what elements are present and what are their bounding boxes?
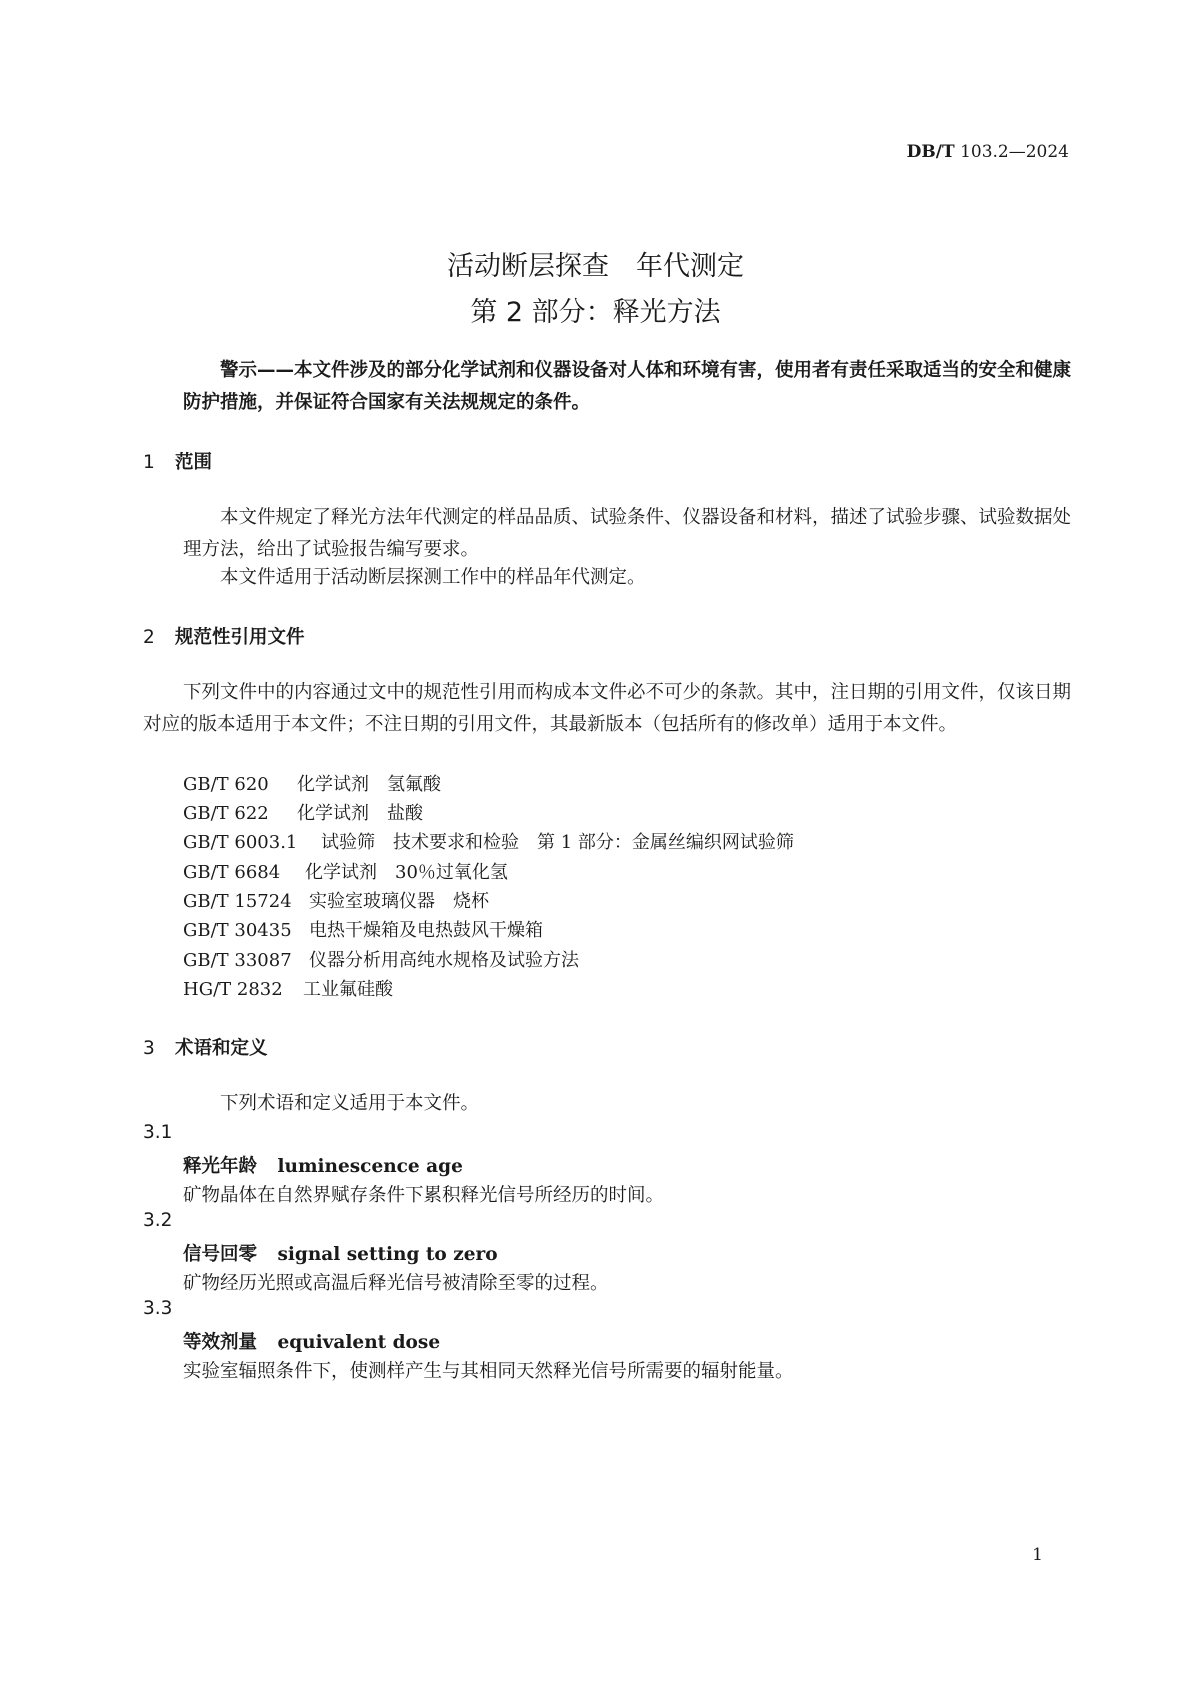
reference-title: 化学试剂 30％过氧化氢 bbox=[305, 862, 508, 883]
section-3-title: 术语和定义 bbox=[175, 1038, 268, 1059]
section-3-number: 3 bbox=[143, 1038, 155, 1059]
term-heading bbox=[183, 1152, 463, 1178]
section-2-intro: 下列文件中的内容通过文中的规范性引用而构成本文件必不可少的条款。其中，注日期的引用文件，仅该日期对应的版本适用于本文件；不注日期的引用文件，其最新版本（包括所有的修改单）适用于本文件。 bbox=[143, 682, 1072, 735]
document-title-line2: 第 2 部分：释光方法 bbox=[470, 297, 721, 328]
term-english-name: signal setting to zero bbox=[277, 1244, 498, 1265]
document-number bbox=[907, 142, 1069, 162]
reference-code: GB/T 622 bbox=[183, 803, 269, 824]
reference-title: 实验室玻璃仪器 烧杯 bbox=[309, 891, 489, 912]
section-1-number: 1 bbox=[143, 452, 155, 473]
reference-title: 试验筛 技术要求和检验 第 1 部分：金属丝编织网试验筛 bbox=[321, 832, 794, 853]
reference-item bbox=[183, 770, 441, 796]
warning-paragraph: 警示——本文件涉及的部分化学试剂和仪器设备对人体和环境有害，使用者有责任采取适当的安全和健康防护措施，并保证符合国家有关法规规定的条件。 bbox=[183, 360, 1072, 413]
section-1-paragraph-2: 本文件适用于活动断层探测工作中的样品年代测定。 bbox=[220, 567, 646, 588]
term-chinese-name: 释光年龄 bbox=[183, 1156, 258, 1177]
term-number: 3.2 bbox=[143, 1210, 173, 1231]
term-number: 3.3 bbox=[143, 1298, 173, 1319]
term-number: 3.1 bbox=[143, 1122, 173, 1143]
section-2-number: 2 bbox=[143, 627, 155, 648]
section-1-heading bbox=[143, 448, 212, 474]
reference-code: GB/T 6003.1 bbox=[183, 832, 298, 853]
reference-code: GB/T 33087 bbox=[183, 950, 292, 971]
term-definition: 实验室辐照条件下，使测样产生与其相同天然释光信号所需要的辐射能量。 bbox=[183, 1361, 794, 1382]
section-2-heading bbox=[143, 623, 305, 649]
reference-item bbox=[183, 828, 794, 854]
reference-item bbox=[183, 858, 508, 884]
reference-item bbox=[183, 887, 489, 913]
section-1-paragraph-1: 本文件规定了释光方法年代测定的样品品质、试验条件、仪器设备和材料，描述了试验步骤、试验数据处理方法，给出了试验报告编写要求。 bbox=[183, 507, 1072, 560]
document-title-line1: 活动断层探查 年代测定 bbox=[447, 251, 744, 282]
document-prefix: DB/T bbox=[906, 142, 955, 162]
section-1-title: 范围 bbox=[175, 452, 213, 473]
term-heading bbox=[183, 1328, 440, 1354]
reference-title: 化学试剂 盐酸 bbox=[297, 803, 423, 824]
reference-item bbox=[183, 916, 543, 942]
reference-item bbox=[183, 946, 579, 972]
reference-code: GB/T 15724 bbox=[183, 891, 292, 912]
section-2-title: 规范性引用文件 bbox=[175, 627, 305, 648]
document-number-value: 103.2—2024 bbox=[960, 142, 1069, 162]
reference-code: GB/T 6684 bbox=[183, 862, 281, 883]
section-3-heading bbox=[143, 1034, 268, 1060]
reference-item bbox=[183, 799, 423, 825]
term-definition: 矿物晶体在自然界赋存条件下累积释光信号所经历的时间。 bbox=[183, 1185, 665, 1206]
reference-title: 仪器分析用高纯水规格及试验方法 bbox=[309, 950, 579, 971]
reference-title: 工业氟硅酸 bbox=[303, 979, 393, 1000]
term-english-name: equivalent dose bbox=[277, 1332, 441, 1353]
term-english-name: luminescence age bbox=[277, 1156, 463, 1177]
term-heading bbox=[183, 1240, 498, 1266]
term-definition: 矿物经历光照或高温后释光信号被清除至零的过程。 bbox=[183, 1273, 609, 1294]
term-chinese-name: 等效剂量 bbox=[183, 1332, 258, 1353]
reference-title: 电热干燥箱及电热鼓风干燥箱 bbox=[309, 920, 543, 941]
section-3-intro: 下列术语和定义适用于本文件。 bbox=[220, 1093, 480, 1114]
page-number: 1 bbox=[1032, 1545, 1043, 1565]
reference-code: HG/T 2832 bbox=[183, 979, 283, 1000]
reference-item bbox=[183, 975, 393, 1001]
reference-code: GB/T 30435 bbox=[183, 920, 292, 941]
term-chinese-name: 信号回零 bbox=[183, 1244, 258, 1265]
reference-code: GB/T 620 bbox=[183, 774, 269, 795]
reference-title: 化学试剂 氢氟酸 bbox=[297, 774, 441, 795]
